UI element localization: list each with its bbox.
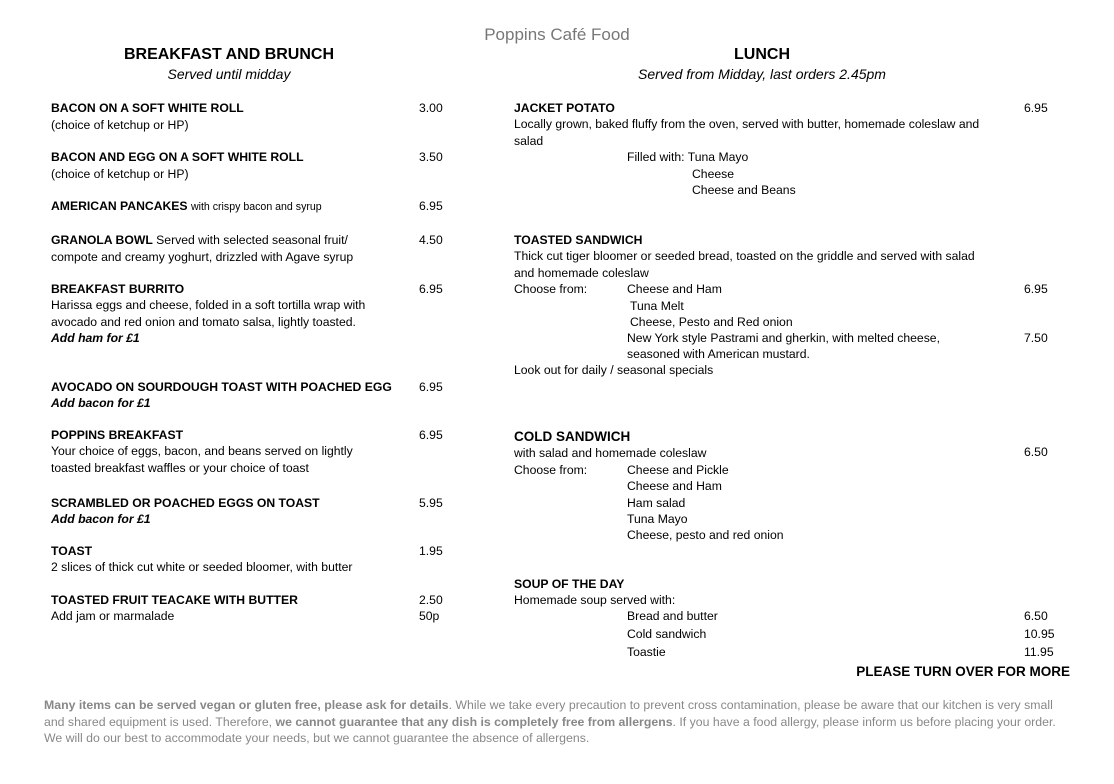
menu-item-price: 5.95 (419, 496, 443, 510)
menu-item-price: 3.00 (419, 101, 443, 115)
menu-item-name: SCRAMBLED OR POACHED EGGS ON TOAST (51, 496, 320, 510)
soup-option: Cold sandwich (627, 627, 707, 641)
menu-item-desc: Harissa eggs and cheese, folded in a soft tortilla wrap with (51, 298, 366, 312)
menu-item-desc: Homemade soup served with: (514, 593, 676, 607)
menu-item-desc: compote and creamy yoghurt, drizzled with Agave syrup (51, 250, 354, 264)
sandwich-option: seasoned with American mustard. (627, 347, 810, 361)
menu-item-desc: Locally grown, baked fluffy from the oven, served with butter, homemade coleslaw and (514, 117, 980, 131)
sandwich-option: New York style Pastrami and gherkin, with melted cheese, (627, 331, 940, 345)
menu-item-price: 6.50 (1024, 609, 1048, 623)
breakfast-heading: BREAKFAST AND BRUNCH (123, 46, 335, 63)
allergen-notice-text: . While we take every precaution to prevent cross contamination, please be aware that our kitchen is very small and shared equipment is used. Therefore, (44, 698, 1053, 729)
menu-item-price: 6.95 (419, 199, 443, 213)
allergen-notice-bold: Many items can be served vegan or gluten free, please ask for details (44, 698, 449, 712)
menu-item-price: 4.50 (419, 233, 443, 247)
menu-item-price-addon: 50p (419, 609, 440, 623)
choose-label: Choose from: (514, 463, 588, 477)
sandwich-option: Tuna Mayo (627, 512, 688, 526)
soup-option: Bread and butter (627, 609, 718, 623)
menu-item-name: TOAST (51, 544, 93, 558)
menu-item-line (51, 198, 322, 215)
menu-item-line (51, 232, 348, 248)
sandwich-option: Tuna Melt (630, 299, 684, 313)
lunch-subheading: Served from Midday, last orders 2.45pm (638, 66, 886, 82)
menu-item-desc: Add jam or marmalade (51, 609, 175, 623)
sandwich-option: Cheese and Pickle (627, 463, 729, 477)
menu-item-price: 6.50 (1024, 445, 1048, 459)
filling-option: Cheese (692, 167, 735, 181)
menu-item-price: 3.50 (419, 150, 443, 164)
sandwich-option: Cheese and Ham (627, 282, 722, 296)
menu-item-name: SOUP OF THE DAY (514, 577, 625, 591)
menu-item-desc: 2 slices of thick cut white or seeded bloomer, with butter (51, 560, 353, 574)
allergen-notice-text: . If you have a food allergy, please inform us before placing your order. We will do our best to accommodate your needs, but we cannot guarantee the absence of allergens. (44, 714, 1056, 746)
menu-item-name: AMERICAN PANCAKES (51, 199, 188, 213)
soup-option: Toastie (627, 645, 666, 659)
sandwich-option: Ham salad (627, 496, 686, 510)
lunch-heading: LUNCH (734, 46, 790, 63)
menu-item-addon: Add bacon for £1 (51, 512, 151, 526)
menu-item-name: POPPINS BREAKFAST (51, 428, 184, 442)
menu-item-price: 6.95 (1024, 282, 1048, 296)
menu-item-desc: avocado and red onion and tomato salsa, lightly toasted. (51, 315, 356, 329)
filling-option: Cheese and Beans (692, 183, 796, 197)
menu-item-price: 6.95 (419, 282, 443, 296)
menu-item-desc: (choice of ketchup or HP) (51, 167, 189, 181)
menu-item-name: TOASTED FRUIT TEACAKE WITH BUTTER (51, 593, 298, 607)
menu-item-addon: Add bacon for £1 (51, 396, 151, 410)
filling-option: Filled with: Tuna Mayo (627, 150, 749, 164)
sandwich-option: Cheese, Pesto and Red onion (630, 315, 793, 329)
menu-item-name: BREAKFAST BURRITO (51, 282, 185, 296)
menu-item-name: BACON AND EGG ON A SOFT WHITE ROLL (51, 150, 304, 164)
menu-item-price: 2.50 (419, 593, 443, 607)
choose-label: Choose from: (514, 282, 588, 296)
menu-item-desc: (choice of ketchup or HP) (51, 118, 189, 132)
menu-item-price: 11.95 (1024, 645, 1054, 659)
turn-over-note: PLEASE TURN OVER FOR MORE (856, 664, 1070, 679)
menu-item-price: 6.95 (419, 380, 443, 394)
page-title: Poppins Café Food (484, 25, 630, 44)
breakfast-subheading: Served until midday (167, 66, 291, 82)
menu-item-price: 1.95 (419, 544, 443, 558)
menu-item-price: 6.95 (1024, 101, 1048, 115)
menu-item-desc: and homemade coleslaw (514, 266, 649, 280)
menu-item-name: COLD SANDWICH (514, 429, 631, 444)
specials-note: Look out for daily / seasonal specials (514, 363, 714, 377)
menu-item-desc: salad (514, 134, 544, 148)
menu-item-name: BACON ON A SOFT WHITE ROLL (51, 101, 244, 115)
menu-item-name: AVOCADO ON SOURDOUGH TOAST WITH POACHED EGG (51, 380, 392, 394)
menu-item-price: 6.95 (419, 428, 443, 442)
sandwich-option: Cheese, pesto and red onion (627, 528, 784, 542)
menu-item-price: 7.50 (1024, 331, 1048, 345)
allergen-notice (44, 697, 1074, 747)
sandwich-option: Cheese and Ham (627, 479, 722, 493)
allergen-notice-bold: we cannot guarantee that any dish is completely free from allergens (275, 714, 673, 729)
menu-item-desc: toasted breakfast waffles or your choice of toast (51, 461, 309, 475)
menu-item-name: GRANOLA BOWL (51, 233, 153, 247)
menu-item-price: 10.95 (1024, 627, 1055, 641)
menu-item-inline-desc: Served with selected seasonal fruit/ (156, 233, 348, 247)
menu-item-desc: with salad and homemade coleslaw (514, 446, 707, 460)
menu-item-name: JACKET POTATO (514, 101, 615, 115)
menu-item-addon: Add ham for £1 (51, 331, 140, 345)
menu-item-name: TOASTED SANDWICH (514, 233, 643, 247)
menu-item-desc: Your choice of eggs, bacon, and beans served on lightly (51, 444, 353, 458)
menu-item-inline-desc: with crispy bacon and syrup (190, 201, 322, 213)
menu-item-desc: Thick cut tiger bloomer or seeded bread, toasted on the griddle and served with salad (514, 249, 975, 263)
